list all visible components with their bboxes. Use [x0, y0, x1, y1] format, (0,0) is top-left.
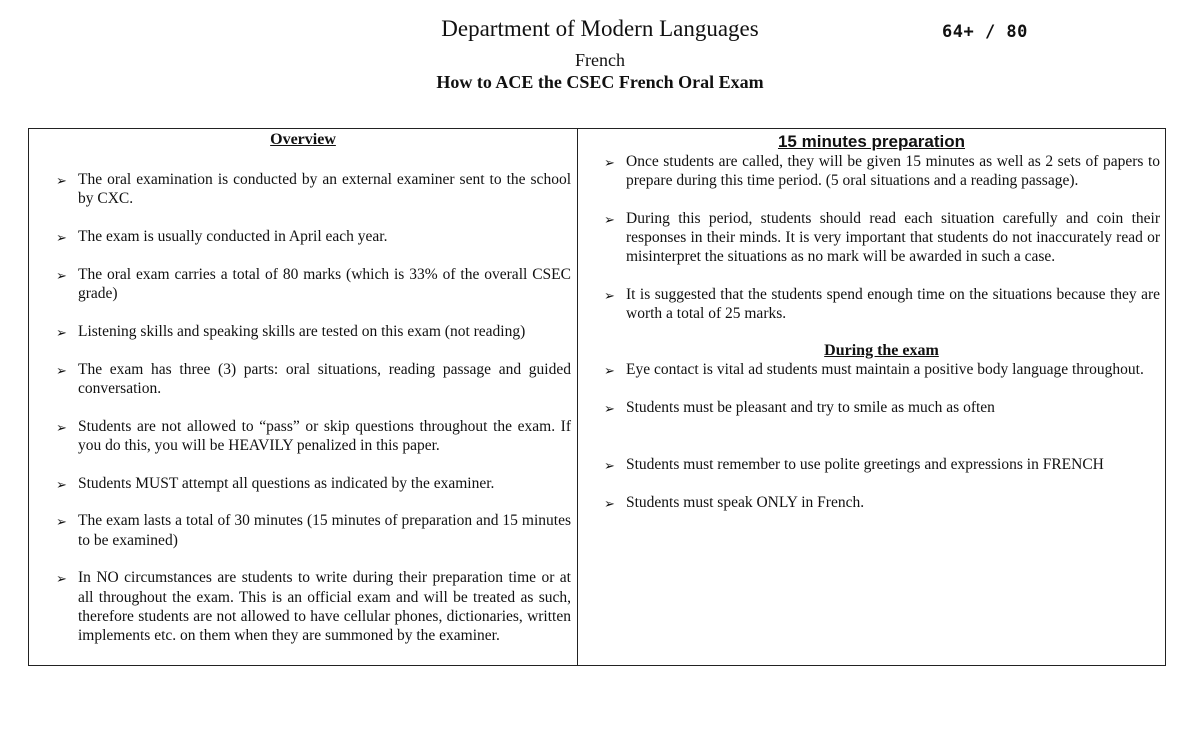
list-item-text: Students must remember to use polite greetings and expressions in FRENCH [626, 456, 1104, 474]
preparation-column [578, 129, 1165, 531]
arrow-bullet-icon: ➢ [604, 288, 615, 304]
during-exam-list [578, 360, 1165, 512]
arrow-bullet-icon: ➢ [604, 363, 615, 379]
list-item [56, 511, 571, 549]
list-item [604, 398, 1160, 417]
list-item [56, 417, 571, 455]
department-title: Department of Modern Languages [441, 16, 759, 41]
list-item [604, 493, 1160, 512]
arrow-bullet-icon: ➢ [56, 362, 67, 378]
list-item-text: Students must speak ONLY in French. [626, 494, 865, 511]
list-item [604, 209, 1160, 267]
arrow-bullet-icon: ➢ [604, 212, 615, 227]
list-item-text: In NO circumstances are students to write during their preparation time or at all throughout the exam. This is an official exam and will be treated as such, therefore students are not allowed to have cellular phones, dictionaries, written implements etc. on them when they are summoned by the examiner. [78, 569, 571, 644]
list-item-text: The oral examination is conducted by an external examiner sent to the school by CXC. [78, 171, 571, 208]
score-label: 64+ / 80 [942, 22, 1028, 42]
arrow-bullet-icon: ➢ [56, 514, 67, 530]
arrow-bullet-icon: ➢ [56, 267, 67, 283]
list-item [56, 474, 571, 493]
arrow-bullet-icon: ➢ [56, 230, 67, 245]
list-item-text: The exam is usually conducted in April each year. [78, 228, 388, 245]
list-item [56, 322, 571, 341]
list-item [604, 455, 1160, 474]
during-exam-heading: During the exam [824, 342, 939, 360]
list-item-text: Students MUST attempt all questions as indicated by the examiner. [78, 474, 495, 492]
list-item-text: The oral exam carries a total of 80 marks (which is 33% of the overall CSEC grade) [78, 265, 571, 302]
arrow-bullet-icon: ➢ [604, 401, 615, 416]
arrow-bullet-icon: ➢ [604, 155, 615, 170]
list-item-text: Students must be pleasant and try to smile as much as often [626, 399, 995, 416]
list-item-text: The exam has three (3) parts: oral situations, reading passage and guided conversation. [78, 360, 571, 397]
arrow-bullet-icon: ➢ [56, 324, 67, 340]
overview-column [29, 129, 577, 664]
preparation-heading: 15 minutes preparation [777, 132, 966, 151]
preparation-list [578, 152, 1165, 324]
list-item-text: Once students are called, they will be given 15 minutes as well as 2 sets of papers to prepare during this time period. (5 oral situations and a reading passage). [626, 153, 1160, 190]
list-item-text: Students are not allowed to “pass” or skip questions throughout the exam. If you do this, you will be HEAVILY penalized in this paper. [78, 417, 571, 454]
list-item [604, 152, 1160, 190]
list-item [56, 265, 571, 303]
list-item-text: Eye contact is vital ad students must maintain a positive body language throughout. [626, 361, 1144, 379]
subject-label: French [575, 50, 625, 70]
arrow-bullet-icon: ➢ [604, 458, 615, 474]
arrow-bullet-icon: ➢ [56, 476, 67, 492]
list-item [56, 170, 571, 208]
list-item-text: Listening skills and speaking skills are tested on this exam (not reading) [78, 322, 526, 340]
content-table [28, 128, 1166, 666]
document-title: How to ACE the CSEC French Oral Exam [436, 72, 764, 92]
arrow-bullet-icon: ➢ [56, 173, 67, 188]
list-item-text: It is suggested that the students spend enough time on the situations because they are worth a total of 25 marks. [626, 286, 1160, 323]
arrow-bullet-icon: ➢ [56, 571, 67, 587]
list-item-text: During this period, students should read each situation carefully and coin their responses in their minds. It is very important that students do not inaccurately read or misinterpret the situations as no mark will be awarded in such a case. [626, 210, 1160, 266]
arrow-bullet-icon: ➢ [56, 419, 67, 435]
list-item [604, 285, 1160, 323]
list-item [604, 360, 1160, 379]
list-item [56, 568, 571, 645]
arrow-bullet-icon: ➢ [604, 496, 615, 511]
list-item [56, 227, 571, 246]
list-item-text: The exam lasts a total of 30 minutes (15 minutes of preparation and 15 minutes to be examined) [78, 512, 571, 549]
overview-heading: Overview [270, 131, 336, 148]
overview-list [29, 170, 577, 645]
list-item [56, 360, 571, 398]
